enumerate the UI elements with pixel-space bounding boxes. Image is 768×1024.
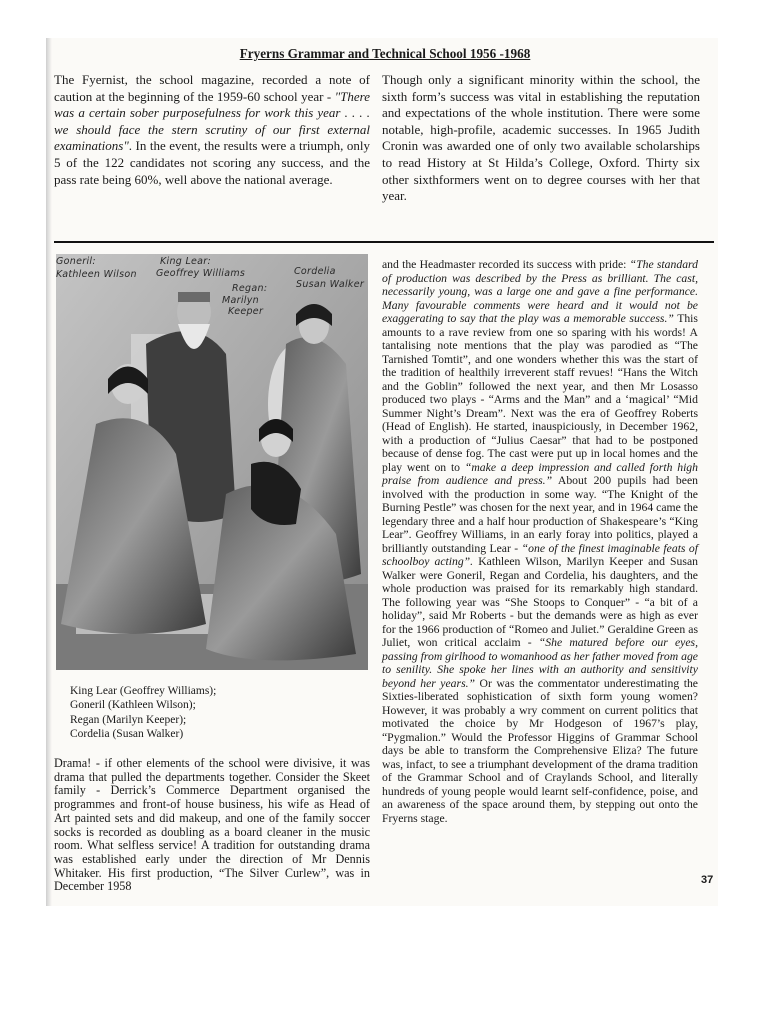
page-title: Fryerns Grammar and Technical School 1956 -1968 [239, 46, 531, 61]
right-quote-h: “She matured before our eyes, passing from girlhood to womanhood as her father moved from age to senility. She spoke her lines with an authority and sensitivity beyond her years.” [382, 636, 698, 690]
page-binding-shadow [46, 38, 52, 906]
photo-annotation-regan: Regan: [232, 283, 268, 294]
photo-annotation-geoffrey: Geoffrey Williams [156, 268, 246, 279]
king-lear-cast-photo [56, 254, 368, 670]
drama-paragraph: Drama! - if other elements of the school were divisive, it was drama that pulled the departments together. Consider the Skeet family - Derrick’s Commerce Department organised the programmes and front-of house business, his wife as Head of Art painted sets and did makeup, and one of the family soccer socks is recorded as doubling as a board cleaner in the music room. What selfless service! A tradition for outstanding drama was established early under the direction of Mr Dennis Whitaker. His first production, “The Silver Curlew”, was in December 1958 [54, 756, 370, 894]
caption-line: Goneril (Kathleen Wilson); [70, 699, 196, 712]
right-text-g: Kathleen Wilson, Marilyn Keeper and Susan Walker were Goneril, Regan and Cordelia, his daughters, and the whole production was praised for its remarkably high standard. The following year was “She Stoops to Conquer” - “a bit of a holiday”, said Mr Roberts - but the demands were as high as ever for the 1966 production of “Romeo and Juliet.” Geraldine Green as Juliet, won critical acclaim - [382, 555, 698, 649]
intro-right-paragraph: Though only a significant minority within the school, the sixth form’s success was vital in establishing the reputation and expectations of the whole institution. There were some notable, high-profile, academic successes. In 1965 Judith Cronin was awarded one of only two available scholarships to read History at St Hilda’s College, Oxford. Thirty six other sixthformers went on to degree courses with her that year. [382, 72, 700, 204]
right-text-a: and the Headmaster recorded its success with pride: [382, 258, 630, 271]
photo-annotation-keeper: Keeper [228, 306, 264, 317]
right-column-paragraph [382, 258, 698, 825]
photo-annotation-cordelia: Cordelia [294, 266, 336, 277]
intro-left-quote: "There was a certain sober purposefulness for work this year . . . . we should face the stern scrutiny of our first external examinations" [54, 88, 370, 154]
intro-left-text-2: . In the event, the results were a triumph, only 5 of the 122 candidates not scoring any success, and the pass rate being 60%, well above the national average. [54, 138, 370, 187]
photo-annotation-kathleen: Kathleen Wilson [56, 269, 137, 280]
intro-left-text-1: The Fyernist, the school magazine, recorded a note of caution at the beginning of the 1959-60 school year - [54, 72, 370, 104]
section-divider [54, 241, 714, 243]
caption-line: Regan (Marilyn Keeper); [70, 713, 187, 726]
photo-annotation-marilyn: Marilyn [222, 295, 259, 306]
photo-caption [70, 684, 360, 742]
right-text-e: About 200 pupils had been involved with the production in some way. “The Knight of the Burning Pestle” was chosen for the next year, and in 1964 came the legendary three and a half hour production of Shakespeare’s “King Lear”. Geoffrey Williams, in an early foray into politics, played a brilliantly outstanding Lear - [382, 474, 698, 555]
right-text-c: This amounts to a rave review from one so sparing with his words! A tantalising note mentions that the play was parodied as “The Tarnished Tomtit”, and one wonders whether this was the start of the tradition of healthily irreverent staff revues! “Hans the Witch and the Goblin” followed the next year, and then Mr Losasso produced two plays - “Arms and the Man” and a ‘magical’ “Mid Summer Night’s Dream”. Next was the era of Geoffrey Roberts (Head of English). He started, inauspiciously, in December 1962, with a production of “Julius Caesar” that had to be postponed because of dense fog. The cast were put up in local homes and the play went on to [382, 312, 698, 474]
right-text-i: Or was the commentator underestimating the Sixties-liberated sophistication of sixth form young women? However, it was probably a wry comment on current politics that motivated the choice by Mr Hodgeson of 1967’s play, “Pygmalion.” Would the Professor Higgins of Grammar School days be able to transform the Comprehensive Eliza? The future was, infact, to see a triumphant development of the drama tradition of the Grammar School and of Craylands School, and literally hundreds of young people would learnt self-confidence, poise, and an awareness of the space around them, by stepping out onto the Fryerns stage. [382, 676, 698, 825]
right-quote-d: “make a deep impression and called forth high praise from audience and press.” [382, 460, 698, 487]
cast-photo-image [56, 254, 368, 670]
caption-line: Cordelia (Susan Walker) [70, 728, 184, 741]
photo-annotation-goneril: Goneril: [56, 256, 96, 267]
caption-line: King Lear (Geoffrey Williams); [70, 685, 217, 697]
right-quote-b: “The standard of production was described by the Press as brilliant. The cast, necessarily young, was a large one and gave a fine performance. Many favourable comments were heard and it would not be exaggerating to say that the play was a memorable success.” [382, 258, 698, 325]
photo-annotation-susan: Susan Walker [296, 279, 365, 290]
photo-annotation-king-lear: King Lear: [160, 256, 212, 267]
right-quote-f: “one of the finest imaginable feats of schoolboy acting”. [382, 541, 698, 568]
intro-left-paragraph [54, 72, 370, 188]
page-number: 37 [701, 874, 714, 886]
